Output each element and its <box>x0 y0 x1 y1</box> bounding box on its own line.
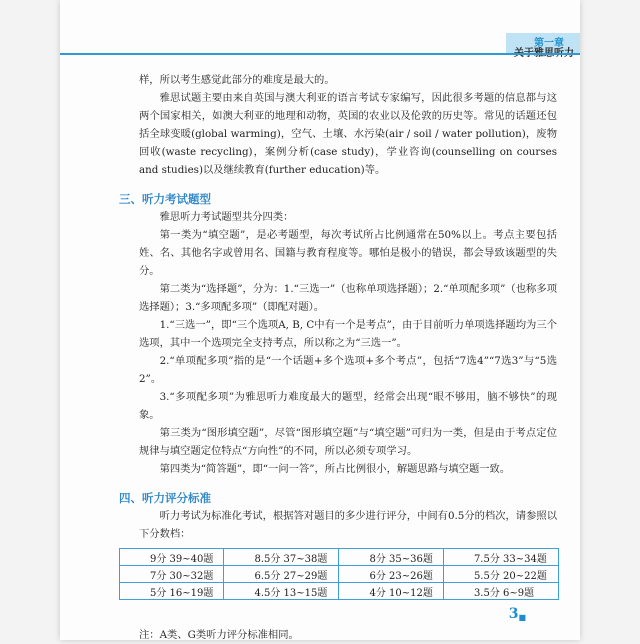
section-title-scoring: 四、听力评分标准 <box>119 491 211 505</box>
chapter-label: 第一章 <box>534 38 564 49</box>
table-row <box>120 549 559 566</box>
paragraph-topics: 雅思试题主要由来自英国与澳大利亚的语言考试专家编写，因此很多考题的信息都与这两个国家相关，如澳大利亚的地理和动物，英国的农业以及伦敦的历史等。常见的话题还包括全球变暖(global warming)，空气、土壤、水污染(air / soil / water pollution)，废物回收(waste recycling)，案例分析(case study)，学业咨询(counselling on courses and studies)以及继续教育(further education)等。 <box>139 92 557 176</box>
paragraph-continuation: 样，所以考生感觉此部分的难度是最大的。 <box>139 74 335 86</box>
table-cell: 7.5分 33~34题 <box>443 549 558 566</box>
table-cell: 6.5分 27~29题 <box>224 566 339 583</box>
table-cell: 6分 23~26题 <box>339 566 443 583</box>
type2-item-3: 3.“多项配多项”为雅思听力难度最大的题型，经常会出现“眼不够用，脑不够快”的现象。 <box>139 391 557 421</box>
type4-paragraph: 第四类为“简答题”，即“一问一答”，所占比例很小，解题思路与填空题一致。 <box>159 463 511 475</box>
section-title-question-types: 三、听力考试题型 <box>119 192 211 206</box>
page-number-dot: ■ <box>518 612 526 622</box>
scoring-intro: 听力考试为标准化考试，根据答对题目的多少进行评分，中间有0.5分的档次，请参照以下分数档： <box>139 510 557 540</box>
scoring-note: 注：A类、G类听力评分标准相同。 <box>139 629 299 641</box>
question-types-intro: 雅思听力考试题型共分四类： <box>159 211 294 223</box>
table-cell: 4.5分 13~15题 <box>224 583 339 600</box>
table-row <box>120 583 559 600</box>
type1-paragraph: 第一类为“填空题”，是必考题型，每次考试所占比例通常在50%以上。考点主要包括姓、名、其他名字或曾用名、国籍与教育程度等。哪怕是极小的错误，都会导致该题型的失分。 <box>139 229 557 277</box>
table-cell: 5.5分 20~22题 <box>443 566 558 583</box>
table-cell: 3.5分 6~9题 <box>443 583 558 600</box>
header-rule <box>60 53 580 55</box>
type2-item-2: 2.“单项配多项”指的是“一个话题+多个选项+多个考点”，包括“7选4”“7选3”与“5选2”。 <box>139 355 557 385</box>
page-number <box>509 606 526 622</box>
table-cell: 8.5分 37~38题 <box>224 549 339 566</box>
score-table <box>119 548 559 600</box>
table-cell: 9分 39~40题 <box>120 549 224 566</box>
table-cell: 5分 16~19题 <box>120 583 224 600</box>
table-row <box>120 566 559 583</box>
table-cell: 8分 35~36题 <box>339 549 443 566</box>
chapter-subtitle <box>514 44 574 59</box>
table-cell: 4分 10~12题 <box>339 583 443 600</box>
type2-paragraph: 第二类为“选择题”，分为：1.“三选一”（也称单项选择题）；2.“单项配多项”（也称多项选择题）；3.“多项配多项”（即配对题）。 <box>139 283 557 313</box>
type3-paragraph: 第三类为“图形填空题”，尽管“图形填空题”与“填空题”可归为一类，但是由于考点定位规律与填空题定位特点“方向性”的不同，所以必须专项学习。 <box>139 427 557 457</box>
page-number-value: 3 <box>508 606 519 622</box>
book-page <box>60 0 580 640</box>
page-content <box>119 71 557 644</box>
table-cell: 7分 30~32题 <box>120 566 224 583</box>
type2-item-1: 1.“三选一”，即“三个选项A, B, C中有一个是考点”，由于目前听力单项选择题均为三个选项，其中一个选项完全支持考点，所以称之为“三选一”。 <box>139 319 557 349</box>
